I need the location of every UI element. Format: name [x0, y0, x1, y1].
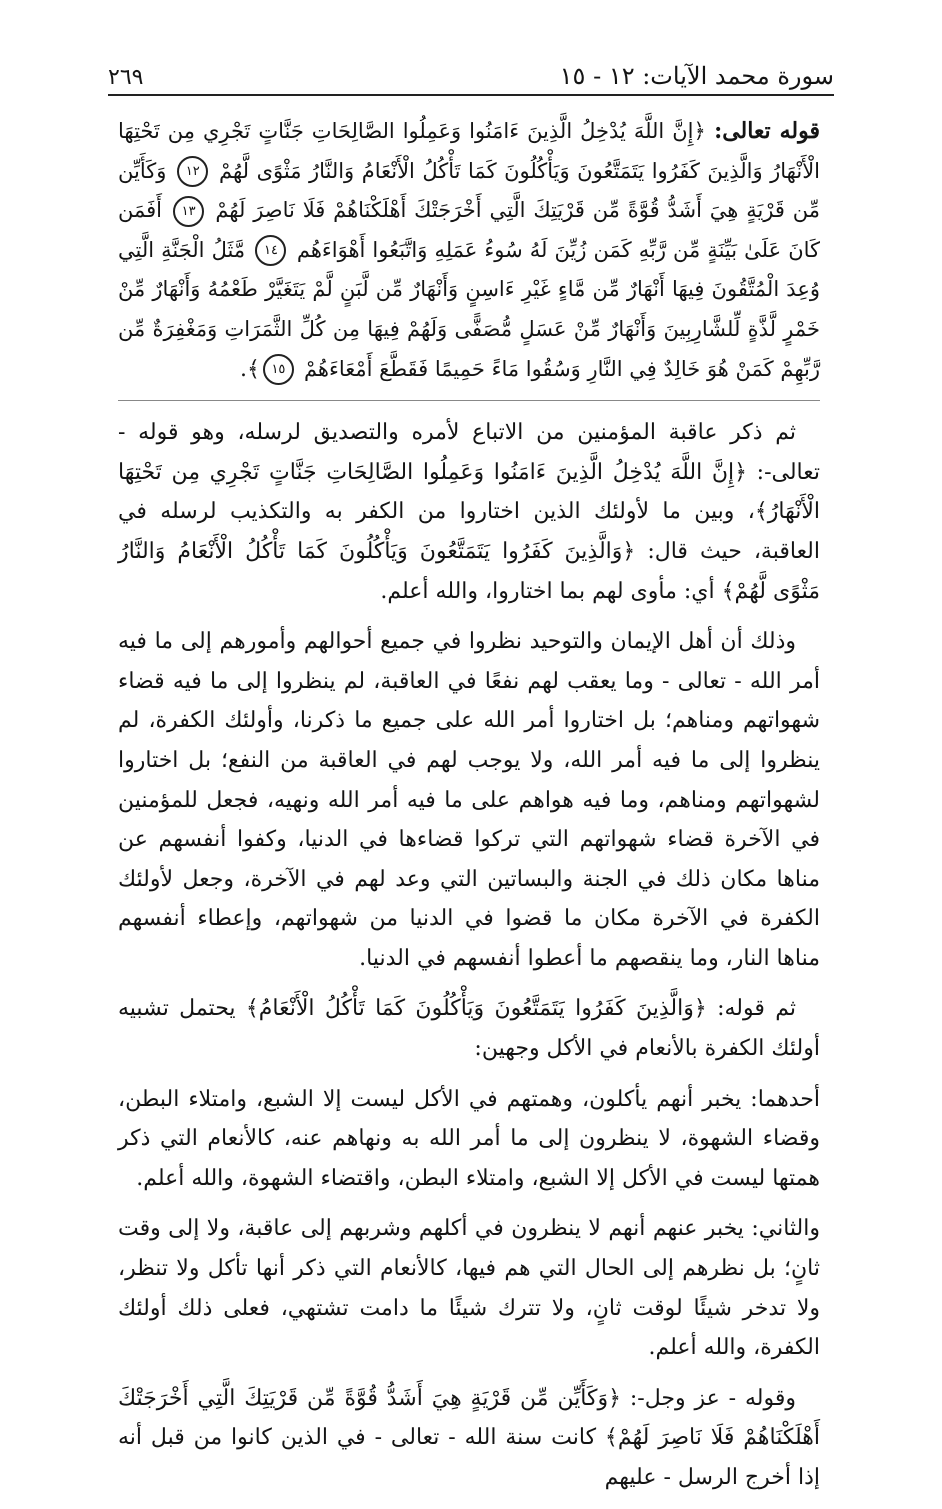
commentary-paragraph: والثاني: يخبر عنهم أنهم لا ينظرون في أكلهم وشربهم إلى عاقبة، ولا إلى وقت ثانٍ؛ بل نظرهم إلى الحال التي هم فيها، كالأنعام التي ذكر أنها تأكل ولا تنظر، ولا تدخر شيئًا لوقت ثانٍ، ولا تترك شيئًا ما دامت تشتهي، فعلى ذلك أولئك الكفرة، والله أعلم.: [118, 1216, 820, 1361]
header-rule: [108, 94, 834, 96]
commentary-paragraph: ثم قوله: ﴿وَالَّذِينَ كَفَرُوا يَتَمَتَّعُونَ وَيَأْكُلُونَ كَمَا تَأْكُلُ الْأَنْعَامُ﴾ يحتمل تشبيه أولئك الكفرة بالأنعام في الأكل وجهين:: [118, 996, 820, 1062]
commentary-paragraph: وقوله - عز وجل-: ﴿وَكَأَيِّن مِّن قَرْيَةٍ هِيَ أَشَدُّ قُوَّةً مِّن قَرْيَتِكَ الَّتِي أَخْرَجَتْكَ أَهْلَكْنَاهُمْ فَلَا نَاصِرَ لَهُمْ﴾ كانت سنة الله - تعالى - في الذين كانوا من قبل أنه إذا أخرج الرسل - عليهم: [118, 1385, 820, 1490]
verse-text-15: مَّثَلُ الْجَنَّةِ الَّتِي وُعِدَ الْمُتَّقُونَ فِيهَا أَنْهَارٌ مِّن مَّاءٍ غَيْرِ ءَاسِنٍ وَأَنْهَارٌ مِّن لَّبَنٍ لَّمْ يَتَغَيَّرْ طَعْمُهُ وَأَنْهَارٌ مِّنْ خَمْرٍ لَّذَّةٍ لِّلشَّارِبِينَ وَأَنْهَارٌ مِّنْ عَسَلٍ مُّصَفًّى وَلَهُمْ فِيهَا مِن كُلِّ الثَّمَرَاتِ وَمَغْفِرَةٌ مِّن رَّبِّهِمْ كَمَنْ هُوَ خَالِدٌ فِي النَّارِ وَسُقُوا مَاءً حَمِيمًا فَقَطَّعَ أَمْعَاءَهُمْ: [118, 237, 820, 381]
ayah-number-13: ١٣: [173, 196, 204, 227]
verses-separator: [118, 400, 820, 401]
running-title: سورة محمد الآيات: ١٢ - ١٥: [559, 62, 834, 90]
page-header: [108, 50, 834, 90]
commentary-paragraph: أحدهما: يخبر أنهم يأكلون، وهمتهم في الأكل ليست إلا الشبع، وامتلاء البطن، وقضاء الشهوة، لا ينظرون إلى ما أمر الله به ونهاهم عنه، كالأنعام التي ذكر همتها ليست في الأكل إلا الشبع، وامتلاء البطن، واقتضاء الشهوة، والله أعلم.: [118, 1086, 820, 1191]
ayah-number-14: ١٤: [255, 235, 286, 266]
page-number: ٢٦٩: [108, 65, 144, 90]
verse-text-13: وَكَأَيِّن مِّن قَرْيَةٍ هِيَ أَشَدُّ قُوَّةً مِّن قَرْيَتِكَ الَّتِي أَخْرَجَتْكَ أَهْلَكْنَاهُمْ فَلَا نَاصِرَ لَهُمْ: [118, 158, 820, 223]
verse-text-14: أَفَمَن كَانَ عَلَىٰ بَيِّنَةٍ مِّن رَّبِّهِ كَمَن زُيِّنَ لَهُ سُوءُ عَمَلِهِ وَاتَّبَعُوا أَهْوَاءَهُم: [118, 198, 821, 262]
commentary-paragraph: ثم ذكر عاقبة المؤمنين من الاتباع لأمره والتصديق لرسله، وهو قوله - تعالى-: ﴿إِنَّ اللَّهَ يُدْخِلُ الَّذِينَ ءَامَنُوا وَعَمِلُوا الصَّالِحَاتِ جَنَّاتٍ تَجْرِي مِن تَحْتِهَا الْأَنْهَارُ﴾، وبين ما لأولئك الذين اختاروا من الكفر به والتكذيب لرسله في العاقبة، حيث قال: ﴿وَالَّذِينَ كَفَرُوا يَتَمَتَّعُونَ وَيَأْكُلُونَ كَمَا تَأْكُلُ الْأَنْعَامُ وَالنَّارُ مَثْوًى لَّهُمْ﴾ أي: مأوى لهم بما اختاروا، والله أعلم.: [118, 420, 820, 604]
commentary-paragraph: وذلك أن أهل الإيمان والتوحيد نظروا في جميع أحوالهم وأمورهم إلى ما فيه أمر الله - تعالى - وما يعقب لهم نفعًا في العاقبة، لم ينظروا إلى ما فيه قضاء شهواتهم ومناهم؛ بل اختاروا أمر الله على جميع ما ذكرنا، وأولئك الكفرة، لم ينظروا إلى ما فيه أمر الله، ولا يوجب لهم في العاقبة من النفع؛ بل اختاروا لشهواتهم ومناهم، وما فيه هواهم على ما فيه أمر الله ونهيه، فجعل للمؤمنين في الآخرة قضاء شهواتهم التي تركوا قضاءها في الدنيا، وكفوا أنفسهم عن مناها مكان ذلك في الجنة والبساتين التي وعد لهم في الآخرة، وجعل لأولئك الكفرة في الآخرة مكان ما قضوا في الدنيا من شهواتهم، وإعطاء أنفسهم مناها النار، وما ينقصهم ما أعطوا أنفسهم في الدنيا.: [118, 629, 820, 971]
ayah-number-12: ١٢: [177, 156, 208, 187]
verses-end: ﴾.: [240, 356, 260, 382]
page-body: [118, 112, 820, 1509]
verse-text-12: ﴿إِنَّ اللَّهَ يُدْخِلُ الَّذِينَ ءَامَنُوا وَعَمِلُوا الصَّالِحَاتِ جَنَّاتٍ تَجْرِي مِن تَحْتِهَا الْأَنْهَارُ وَالَّذِينَ كَفَرُوا يَتَمَتَّعُونَ وَيَأْكُلُونَ كَمَا تَأْكُلُ الْأَنْعَامُ وَالنَّارُ مَثْوًى لَّهُمْ: [118, 119, 821, 183]
verses-label: قوله تعالى:: [714, 118, 821, 144]
ayah-number-15: ١٥: [263, 354, 294, 385]
verses-block: [118, 112, 820, 389]
